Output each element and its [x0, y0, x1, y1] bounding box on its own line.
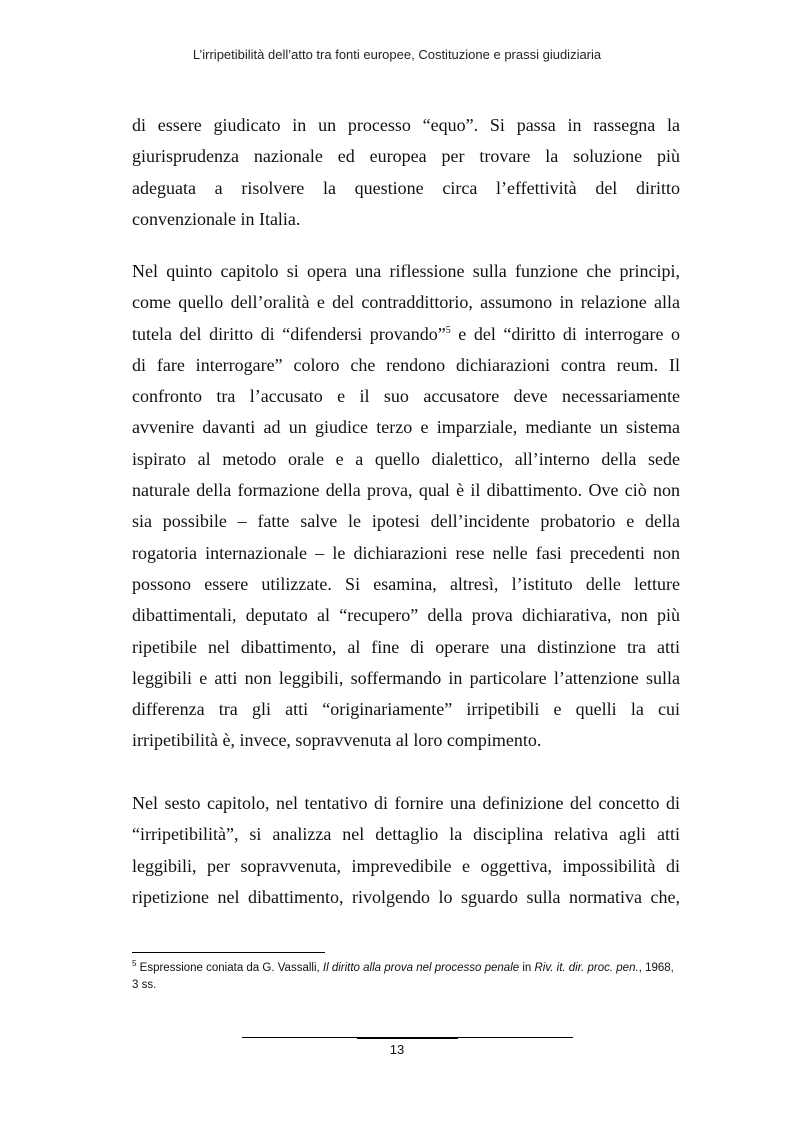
text-fragment: tutela del diritto di “difendersi provando” — [132, 323, 446, 344]
footnote-book-title: Il diritto alla prova nel processo penale — [322, 962, 520, 974]
footer-rule-accent — [357, 1037, 458, 1039]
text-line: dibattimentali, deputato al “recupero” della prova dichiarativa, non più — [132, 605, 680, 626]
text-line: ripetizione nel dibattimento, rivolgendo lo sguardo sulla normativa che, — [132, 886, 680, 907]
text-line: avvenire davanti ad un giudice terzo e imparziale, mediante un sistema — [132, 417, 680, 438]
text-line: giurisprudenza nazionale ed europea per trovare la soluzione più — [132, 146, 680, 167]
text-line: irripetibilità è, invece, sopravvenuta al loro compimento. — [132, 730, 542, 751]
footnote-separator — [132, 952, 325, 953]
text-line: differenza tra gli atti “originariamente” irripetibili e quelli la cui — [132, 699, 680, 720]
text-line: leggibili e atti non leggibili, soffermando in particolare l’attenzione sulla — [132, 667, 680, 688]
text-line: adeguata a risolvere la questione circa l’effettività del diritto — [132, 177, 680, 198]
text-line: rogatoria internazionale – le dichiarazioni rese nelle fasi precedenti non — [132, 542, 680, 563]
text-line: di fare interrogare” coloro che rendono dichiarazioni contra reum. Il — [132, 354, 680, 375]
text-line: Nel sesto capitolo, nel tentativo di fornire una definizione del concetto di — [132, 793, 680, 813]
paragraph-2 — [132, 256, 680, 757]
footnote-text: Espressione coniata da G. Vassalli, — [136, 962, 323, 974]
text-line: sia possibile – fatte salve le ipotesi dell’incidente probatorio e della — [132, 511, 680, 532]
text-line: leggibili, per sopravvenuta, imprevedibile e oggettiva, impossibilità di — [132, 855, 680, 876]
text-line: ripetibile nel dibattimento, al fine di operare una distinzione tra atti — [132, 636, 680, 657]
text-line: ispirato al metodo orale e a quello dialettico, all’interno della sede — [132, 448, 680, 469]
text-line: di essere giudicato in un processo “equo”. Si passa in rassegna la — [132, 115, 680, 135]
paragraph-1 — [132, 110, 680, 235]
footnote-number: 5 — [132, 959, 137, 969]
footnote-reference[interactable]: 5 — [445, 324, 451, 336]
text-line: confronto tra l’accusato e il suo accusatore deve necessariamente — [132, 386, 680, 407]
text-fragment: e del “diritto di interrogare o — [450, 323, 681, 344]
page-number: 13 — [389, 1042, 405, 1057]
text-line: Nel quinto capitolo si opera una riflessione sulla funzione che principi, — [132, 261, 680, 281]
text-line: naturale della formazione della prova, qual è il dibattimento. Ove ciò non — [132, 480, 680, 501]
footnote-journal: Riv. it. dir. proc. pen. — [534, 962, 639, 974]
text-line: come quello dell’oralità e del contraddittorio, assumono in relazione alla — [132, 292, 680, 313]
footnote-text: , 1968, 3 ss. — [132, 962, 674, 991]
footnote-text: in — [519, 962, 535, 974]
text-line: “irripetibilità”, si analizza nel dettaglio la disciplina relativa agli atti — [132, 824, 680, 845]
footnote — [132, 960, 680, 994]
paragraph-3 — [132, 788, 680, 913]
text-line-with-footnote — [132, 319, 680, 350]
running-header: L’irripetibilità dell’atto tra fonti europee, Costituzione e prassi giudiziaria — [192, 47, 602, 62]
text-line: possono essere utilizzate. Si esamina, altresì, l’istituto delle letture — [132, 573, 680, 594]
text-line: convenzionale in Italia. — [132, 208, 301, 229]
